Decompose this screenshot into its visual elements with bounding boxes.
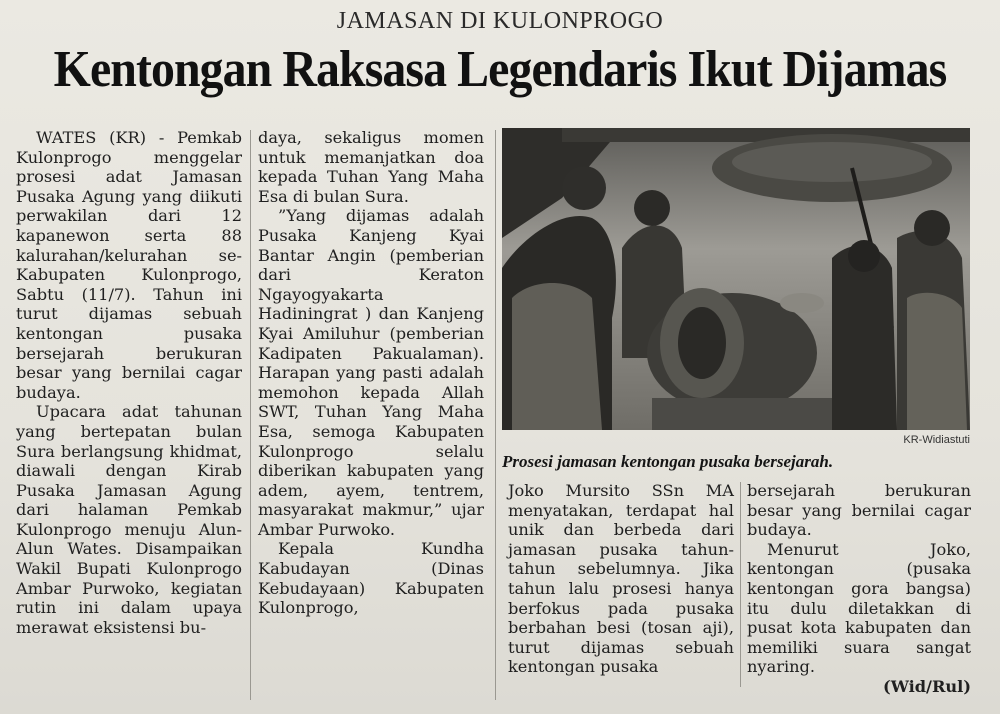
photo-caption: Prosesi jamasan kentongan pusaka bersejarah. xyxy=(502,452,834,471)
paragraph: bersejarah berukuran besar yang bernilai cagar budaya. xyxy=(747,481,971,540)
paragraph: daya, sekaligus momen untuk memanjatkan doa kepada Tuhan Yang Maha Esa di bulan Sura. xyxy=(258,128,484,206)
ceremony-photo-illustration xyxy=(502,128,970,430)
column-divider xyxy=(740,482,741,687)
article-photo xyxy=(502,128,970,430)
paragraph: Upacara adat tahunan yang bertepatan bulan Sura berlangsung khidmat, diawali dengan Kirab Pusaka Jamasan Agung dari halaman Pemkab Kulonprogo menuju Alun-Alun Wates. Disampaikan Wakil Bupati Kulonprogo Ambar Purwoko, kegiatan rutin ini dalam upaya merawat eksistensi bu- xyxy=(16,402,242,637)
author-signoff: (Wid/Rul) xyxy=(883,676,971,696)
paragraph: Menurut Joko, kentongan (pusaka kentongan gora bangsa) itu dulu diletakkan di pusat kota kabupaten dan memiliki suara sangat nyaring. xyxy=(747,539,971,677)
article-column-2 xyxy=(258,128,484,618)
article-column-4 xyxy=(747,481,971,697)
paragraph: Kepala Kundha Kabudayan (Dinas Kebudayaan) Kabupaten Kulonprogo, xyxy=(258,539,484,618)
article-column-3 xyxy=(508,481,734,677)
article-headline: Kentongan Raksasa Legendaris Ikut Dijamas xyxy=(53,41,947,98)
article-column-1 xyxy=(16,128,242,637)
article-kicker: JAMASAN DI KULONPROGO xyxy=(336,8,664,34)
paragraph: WATES (KR) - Pemkab Kulonprogo menggelar prosesi adat Jamasan Pusaka Agung yang diikuti perwakilan dari 12 kapanewon serta 88 kalurahan/kelurahan se-Kabupaten Kulonprogo, Sabtu (11/7). Tahun ini turut dijamas sebuah kentongan pusaka bersejarah berukuran besar yang bernilai cagar budaya. xyxy=(16,128,242,402)
photo-credit: KR-Widiastuti xyxy=(903,434,970,446)
paragraph: ”Yang dijamas adalah Pusaka Kanjeng Kyai Bantar Angin (pemberian dari Keraton Ngayogyakarta Hadiningrat ) dan Kanjeng Kyai Amiluhur (pemberian Kadipaten Pakualaman). Harapan yang pasti adalah memohon kepada Allah SWT, Tuhan Yang Maha Esa, semoga Kabupaten Kulonprogo selalu diberikan kabupaten yang adem, ayem, tentrem, masyarakat makmur,” ujar Ambar Purwoko. xyxy=(258,206,484,539)
paragraph: Joko Mursito SSn MA menyatakan, terdapat hal unik dan berbeda dari jamasan pusaka tahun-tahun sebelumnya. Jika tahun lalu prosesi hanya berfokus pada pusaka berbahan besi (tosan aji), turut dijamas sebuah kentongan pusaka xyxy=(508,481,734,677)
column-divider xyxy=(250,130,251,700)
column-divider xyxy=(495,130,496,700)
